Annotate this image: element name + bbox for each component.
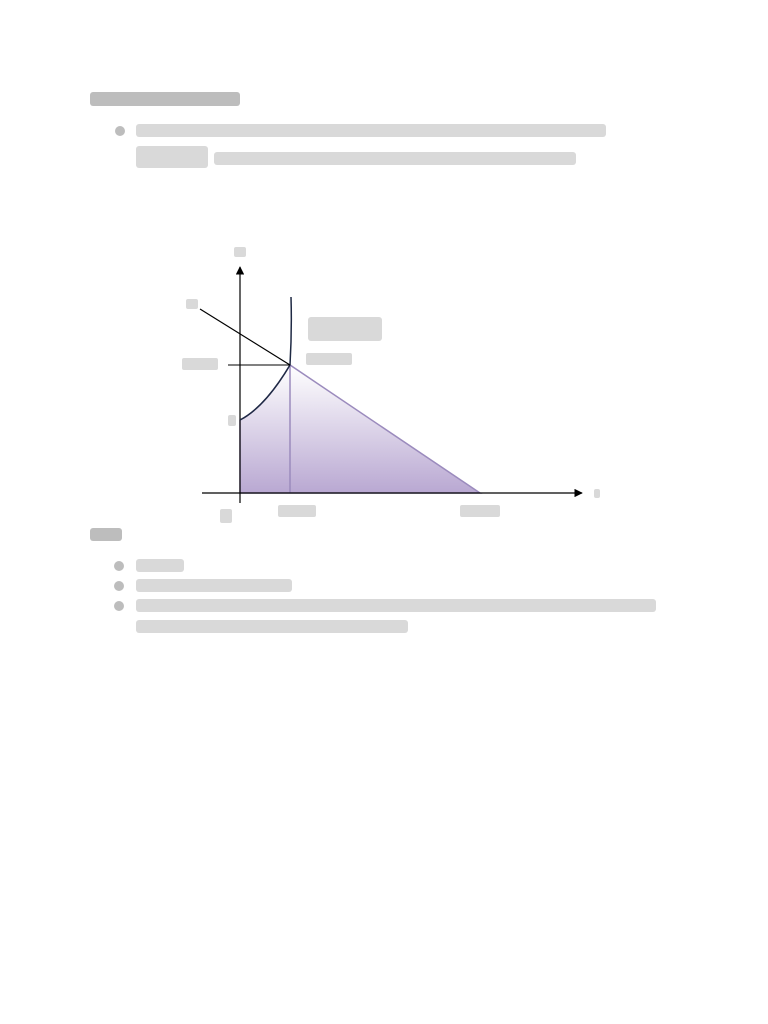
label-placeholder <box>220 509 232 523</box>
sub-question-c-line-2-placeholder <box>136 620 408 633</box>
sub-question-c-line-1-placeholder <box>136 599 656 612</box>
list-marker <box>114 601 124 611</box>
label-placeholder <box>234 247 246 257</box>
sub-question-b-placeholder <box>136 579 292 592</box>
shaded-region <box>240 365 480 493</box>
label-placeholder <box>594 489 600 498</box>
list-marker <box>114 581 124 591</box>
equation-placeholder <box>136 146 208 168</box>
question-line-2-placeholder <box>214 152 576 165</box>
prompt-placeholder <box>90 528 122 541</box>
normal-line <box>200 309 290 365</box>
label-placeholder <box>186 299 198 309</box>
diagram <box>170 235 600 525</box>
label-placeholder <box>228 415 236 426</box>
label-placeholder <box>278 505 316 517</box>
question-line-1-placeholder <box>136 124 606 137</box>
heading-placeholder <box>90 92 240 106</box>
label-placeholder <box>306 353 352 365</box>
label-placeholder <box>182 358 218 370</box>
list-marker <box>114 561 124 571</box>
label-placeholder <box>308 317 382 341</box>
sub-question-a-placeholder <box>136 559 184 572</box>
label-placeholder <box>460 505 500 517</box>
list-marker <box>115 126 125 136</box>
